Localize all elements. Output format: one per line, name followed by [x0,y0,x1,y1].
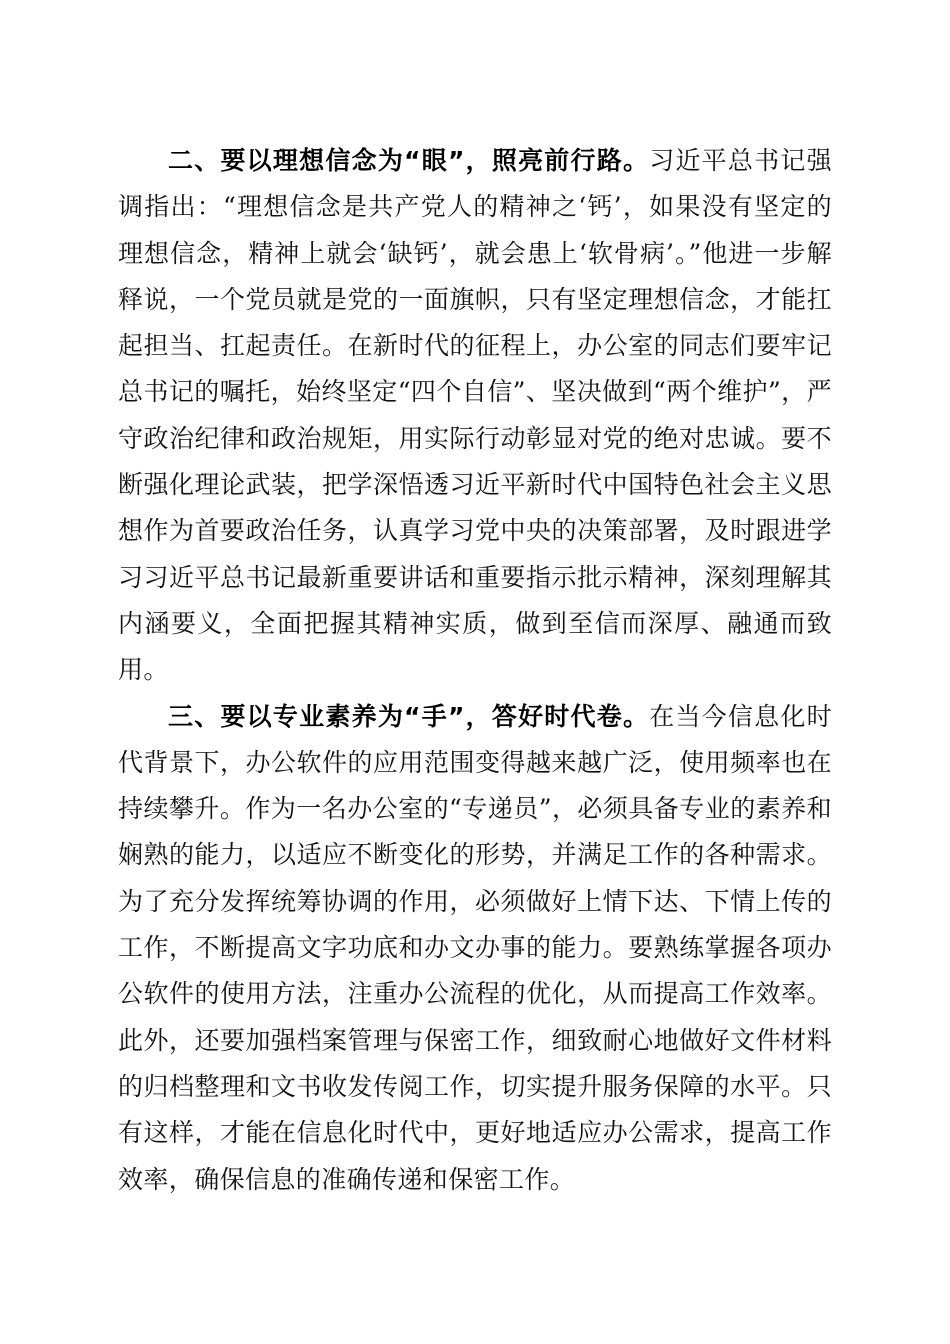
paragraph-ideals [118,138,832,694]
document-body [118,138,832,1203]
paragraph-text: 在当今信息化时代背景下，办公软件的应用范围变得越来越广泛，使用频率也在持续攀升。作为一名办公室的“专递员”，必须具备专业的素养和娴熟的能力，以适应不断变化的形势，并满足工作的各种需求。为了充分发挥统筹协调的作用，必须做好上情下达、下情上传的工作，不断提高文字功底和办文办事的能力。要熟练掌握各项办公软件的使用方法，注重办公流程的优化，从而提高工作效率。此外，还要加强档案管理与保密工作，细致耐心地做好文件材料的归档整理和文书收发传阅工作，切实提升服务保障的水平。只有这样，才能在信息化时代中，更好地适应办公需求，提高工作效率，确保信息的准确传递和保密工作。 [118,701,832,1194]
paragraph-heading: 二、要以理想信念为“眼”，照亮前行路。 [168,146,650,175]
paragraph-heading: 三、要以专业素养为“手”，答好时代卷。 [168,701,650,731]
paragraph-text: 习近平总书记强调指出：“理想信念是共产党人的精神之‘钙’，如果没有坚定的理想信念，精神上就会‘缺钙’，就会患上‘软骨病’。”他进一步解释说，一个党员就是党的一面旗帜，只有坚定理想信念，才能扛起担当、扛起责任。在新时代的征程上，办公室的同志们要牢记总书记的嘱托，始终坚定“四个自信”、坚决做到“两个维护”，严守政治纪律和政治规矩，用实际行动彰显对党的绝对忠诚。要不断强化理论武装，把学深悟透习近平新时代中国特色社会主义思想作为首要政治任务，认真学习党中央的决策部署，及时跟进学习习近平总书记最新重要讲话和重要指示批示精神，深刻理解其内涵要义，全面把握其精神实质，做到至信而深厚、融通而致用。 [118,146,832,685]
paragraph-professional [118,694,832,1203]
